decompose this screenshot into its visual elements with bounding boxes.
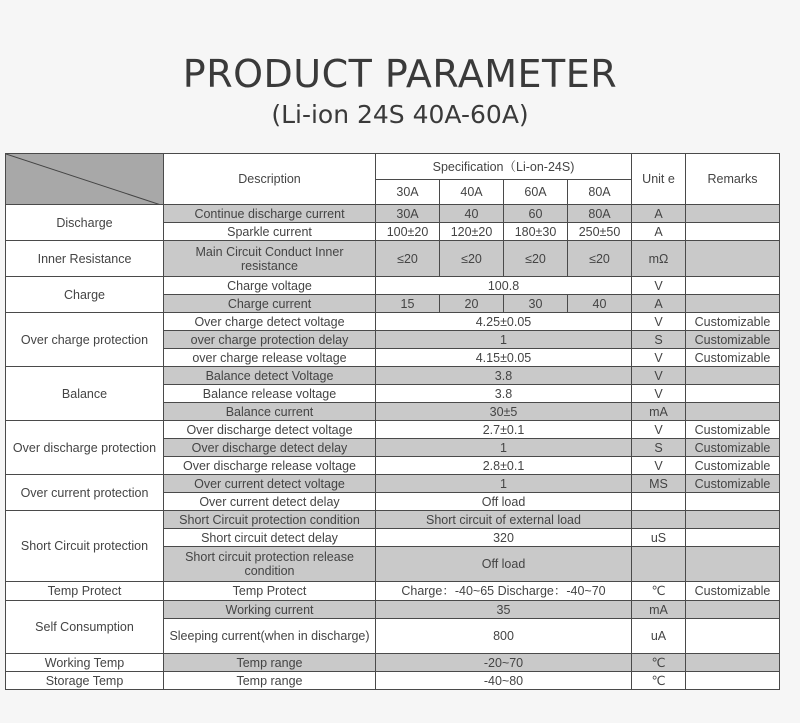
group-discharge: Discharge — [6, 205, 164, 241]
table-row — [6, 241, 780, 277]
row-desc: Temp range — [164, 654, 376, 672]
row-value: 40 — [568, 295, 632, 313]
row-value: 320 — [376, 529, 632, 547]
header-current-80a: 80A — [568, 180, 632, 205]
row-unit: ℃ — [632, 654, 686, 672]
header-corner — [6, 154, 164, 205]
row-remark — [686, 241, 780, 277]
table-row — [6, 654, 780, 672]
row-desc: Over discharge release voltage — [164, 457, 376, 475]
row-value: ≤20 — [504, 241, 568, 277]
row-value: 30 — [504, 295, 568, 313]
header-unit: Unit e — [632, 154, 686, 205]
row-value: -40~80 — [376, 672, 632, 690]
page-subtitle: (Li-ion 24S 40A-60A) — [271, 100, 529, 129]
row-unit: A — [632, 205, 686, 223]
row-value: Off load — [376, 493, 632, 511]
row-unit: MS — [632, 475, 686, 493]
header-row — [6, 154, 780, 180]
row-unit: ℃ — [632, 582, 686, 601]
row-desc: Sparkle current — [164, 223, 376, 241]
row-value: 250±50 — [568, 223, 632, 241]
row-desc: Over current detect voltage — [164, 475, 376, 493]
row-desc: Over discharge detect delay — [164, 439, 376, 457]
row-unit — [632, 511, 686, 529]
row-desc: over charge protection delay — [164, 331, 376, 349]
row-desc: Over charge detect voltage — [164, 313, 376, 331]
row-value: 3.8 — [376, 367, 632, 385]
row-unit — [632, 547, 686, 582]
row-value: 800 — [376, 619, 632, 654]
row-value: 3.8 — [376, 385, 632, 403]
row-unit: S — [632, 439, 686, 457]
row-remark — [686, 547, 780, 582]
row-desc: Continue discharge current — [164, 205, 376, 223]
row-value: 1 — [376, 475, 632, 493]
row-desc: Short circuit detect delay — [164, 529, 376, 547]
row-remark: Customizable — [686, 421, 780, 439]
row-desc: Working current — [164, 601, 376, 619]
row-desc: Over discharge detect voltage — [164, 421, 376, 439]
row-remark — [686, 205, 780, 223]
row-remark — [686, 529, 780, 547]
row-value: 2.7±0.1 — [376, 421, 632, 439]
row-value: 15 — [376, 295, 440, 313]
table-row — [6, 475, 780, 493]
row-unit: V — [632, 277, 686, 295]
row-remark — [686, 511, 780, 529]
row-desc: Short circuit protection release condition — [164, 547, 376, 582]
row-remark: Customizable — [686, 475, 780, 493]
row-remark — [686, 672, 780, 690]
row-value: 40 — [440, 205, 504, 223]
row-value: ≤20 — [440, 241, 504, 277]
row-remark: Customizable — [686, 349, 780, 367]
row-value: 2.8±0.1 — [376, 457, 632, 475]
row-value: 100±20 — [376, 223, 440, 241]
group-over-charge: Over charge protection — [6, 313, 164, 367]
group-balance: Balance — [6, 367, 164, 421]
parameter-table — [5, 153, 780, 690]
row-value: 4.25±0.05 — [376, 313, 632, 331]
row-remark: Customizable — [686, 313, 780, 331]
header-specification: Specification（Li-on-24S) — [376, 154, 632, 180]
row-unit: V — [632, 457, 686, 475]
header-description: Description — [164, 154, 376, 205]
table-row — [6, 367, 780, 385]
row-desc: Charge current — [164, 295, 376, 313]
row-value: 80A — [568, 205, 632, 223]
group-storage-temp: Storage Temp — [6, 672, 164, 690]
row-desc: Temp Protect — [164, 582, 376, 601]
row-value: 180±30 — [504, 223, 568, 241]
group-temp-protect: Temp Protect — [6, 582, 164, 601]
group-inner-resistance: Inner Resistance — [6, 241, 164, 277]
row-value: 60 — [504, 205, 568, 223]
row-unit: V — [632, 367, 686, 385]
group-over-discharge: Over discharge protection — [6, 421, 164, 475]
row-remark — [686, 277, 780, 295]
row-value: 1 — [376, 439, 632, 457]
row-remark — [686, 385, 780, 403]
row-desc: Balance detect Voltage — [164, 367, 376, 385]
row-value: 1 — [376, 331, 632, 349]
row-value: 35 — [376, 601, 632, 619]
header-current-60a: 60A — [504, 180, 568, 205]
table-row — [6, 421, 780, 439]
page-title: PRODUCT PARAMETER — [182, 52, 618, 96]
row-desc: Balance release voltage — [164, 385, 376, 403]
row-remark — [686, 367, 780, 385]
row-unit: A — [632, 295, 686, 313]
table-row — [6, 205, 780, 223]
group-working-temp: Working Temp — [6, 654, 164, 672]
row-desc: Over current detect delay — [164, 493, 376, 511]
table-row — [6, 582, 780, 601]
table-row — [6, 601, 780, 619]
row-value: Short circuit of external load — [376, 511, 632, 529]
row-unit: uS — [632, 529, 686, 547]
row-desc: Sleeping current(when in discharge) — [164, 619, 376, 654]
header-current-40a: 40A — [440, 180, 504, 205]
row-desc: Balance current — [164, 403, 376, 421]
row-unit: S — [632, 331, 686, 349]
row-remark: Customizable — [686, 331, 780, 349]
row-value: 20 — [440, 295, 504, 313]
row-unit: uA — [632, 619, 686, 654]
row-unit — [632, 493, 686, 511]
corner-diagonal — [6, 154, 164, 205]
row-value: 100.8 — [376, 277, 632, 295]
row-remark — [686, 295, 780, 313]
table-row — [6, 511, 780, 529]
header-remarks: Remarks — [686, 154, 780, 205]
row-value: 4.15±0.05 — [376, 349, 632, 367]
row-remark — [686, 403, 780, 421]
group-short-circuit: Short Circuit protection — [6, 511, 164, 582]
row-desc: Short Circuit protection condition — [164, 511, 376, 529]
table-row — [6, 672, 780, 690]
header-current-30a: 30A — [376, 180, 440, 205]
row-unit: ℃ — [632, 672, 686, 690]
row-desc: Temp range — [164, 672, 376, 690]
row-unit: mA — [632, 601, 686, 619]
row-unit: V — [632, 421, 686, 439]
row-unit: V — [632, 385, 686, 403]
row-value: ≤20 — [568, 241, 632, 277]
row-value: ≤20 — [376, 241, 440, 277]
row-unit: A — [632, 223, 686, 241]
row-desc: Main Circuit Conduct Inner resistance — [164, 241, 376, 277]
row-value: Off load — [376, 547, 632, 582]
row-value: 30±5 — [376, 403, 632, 421]
row-desc: Charge voltage — [164, 277, 376, 295]
row-unit: V — [632, 313, 686, 331]
row-remark — [686, 654, 780, 672]
row-value: Charge：-40~65 Discharge：-40~70 — [376, 582, 632, 601]
group-self-consumption: Self Consumption — [6, 601, 164, 654]
row-value: -20~70 — [376, 654, 632, 672]
row-remark — [686, 619, 780, 654]
table-row — [6, 313, 780, 331]
table-row — [6, 277, 780, 295]
row-value: 120±20 — [440, 223, 504, 241]
row-desc: over charge release voltage — [164, 349, 376, 367]
row-remark — [686, 493, 780, 511]
row-remark — [686, 223, 780, 241]
row-unit: mΩ — [632, 241, 686, 277]
group-over-current: Over current protection — [6, 475, 164, 511]
row-unit: mA — [632, 403, 686, 421]
row-remark: Customizable — [686, 582, 780, 601]
row-remark — [686, 601, 780, 619]
row-remark: Customizable — [686, 439, 780, 457]
row-remark: Customizable — [686, 457, 780, 475]
row-unit: V — [632, 349, 686, 367]
row-value: 30A — [376, 205, 440, 223]
group-charge: Charge — [6, 277, 164, 313]
